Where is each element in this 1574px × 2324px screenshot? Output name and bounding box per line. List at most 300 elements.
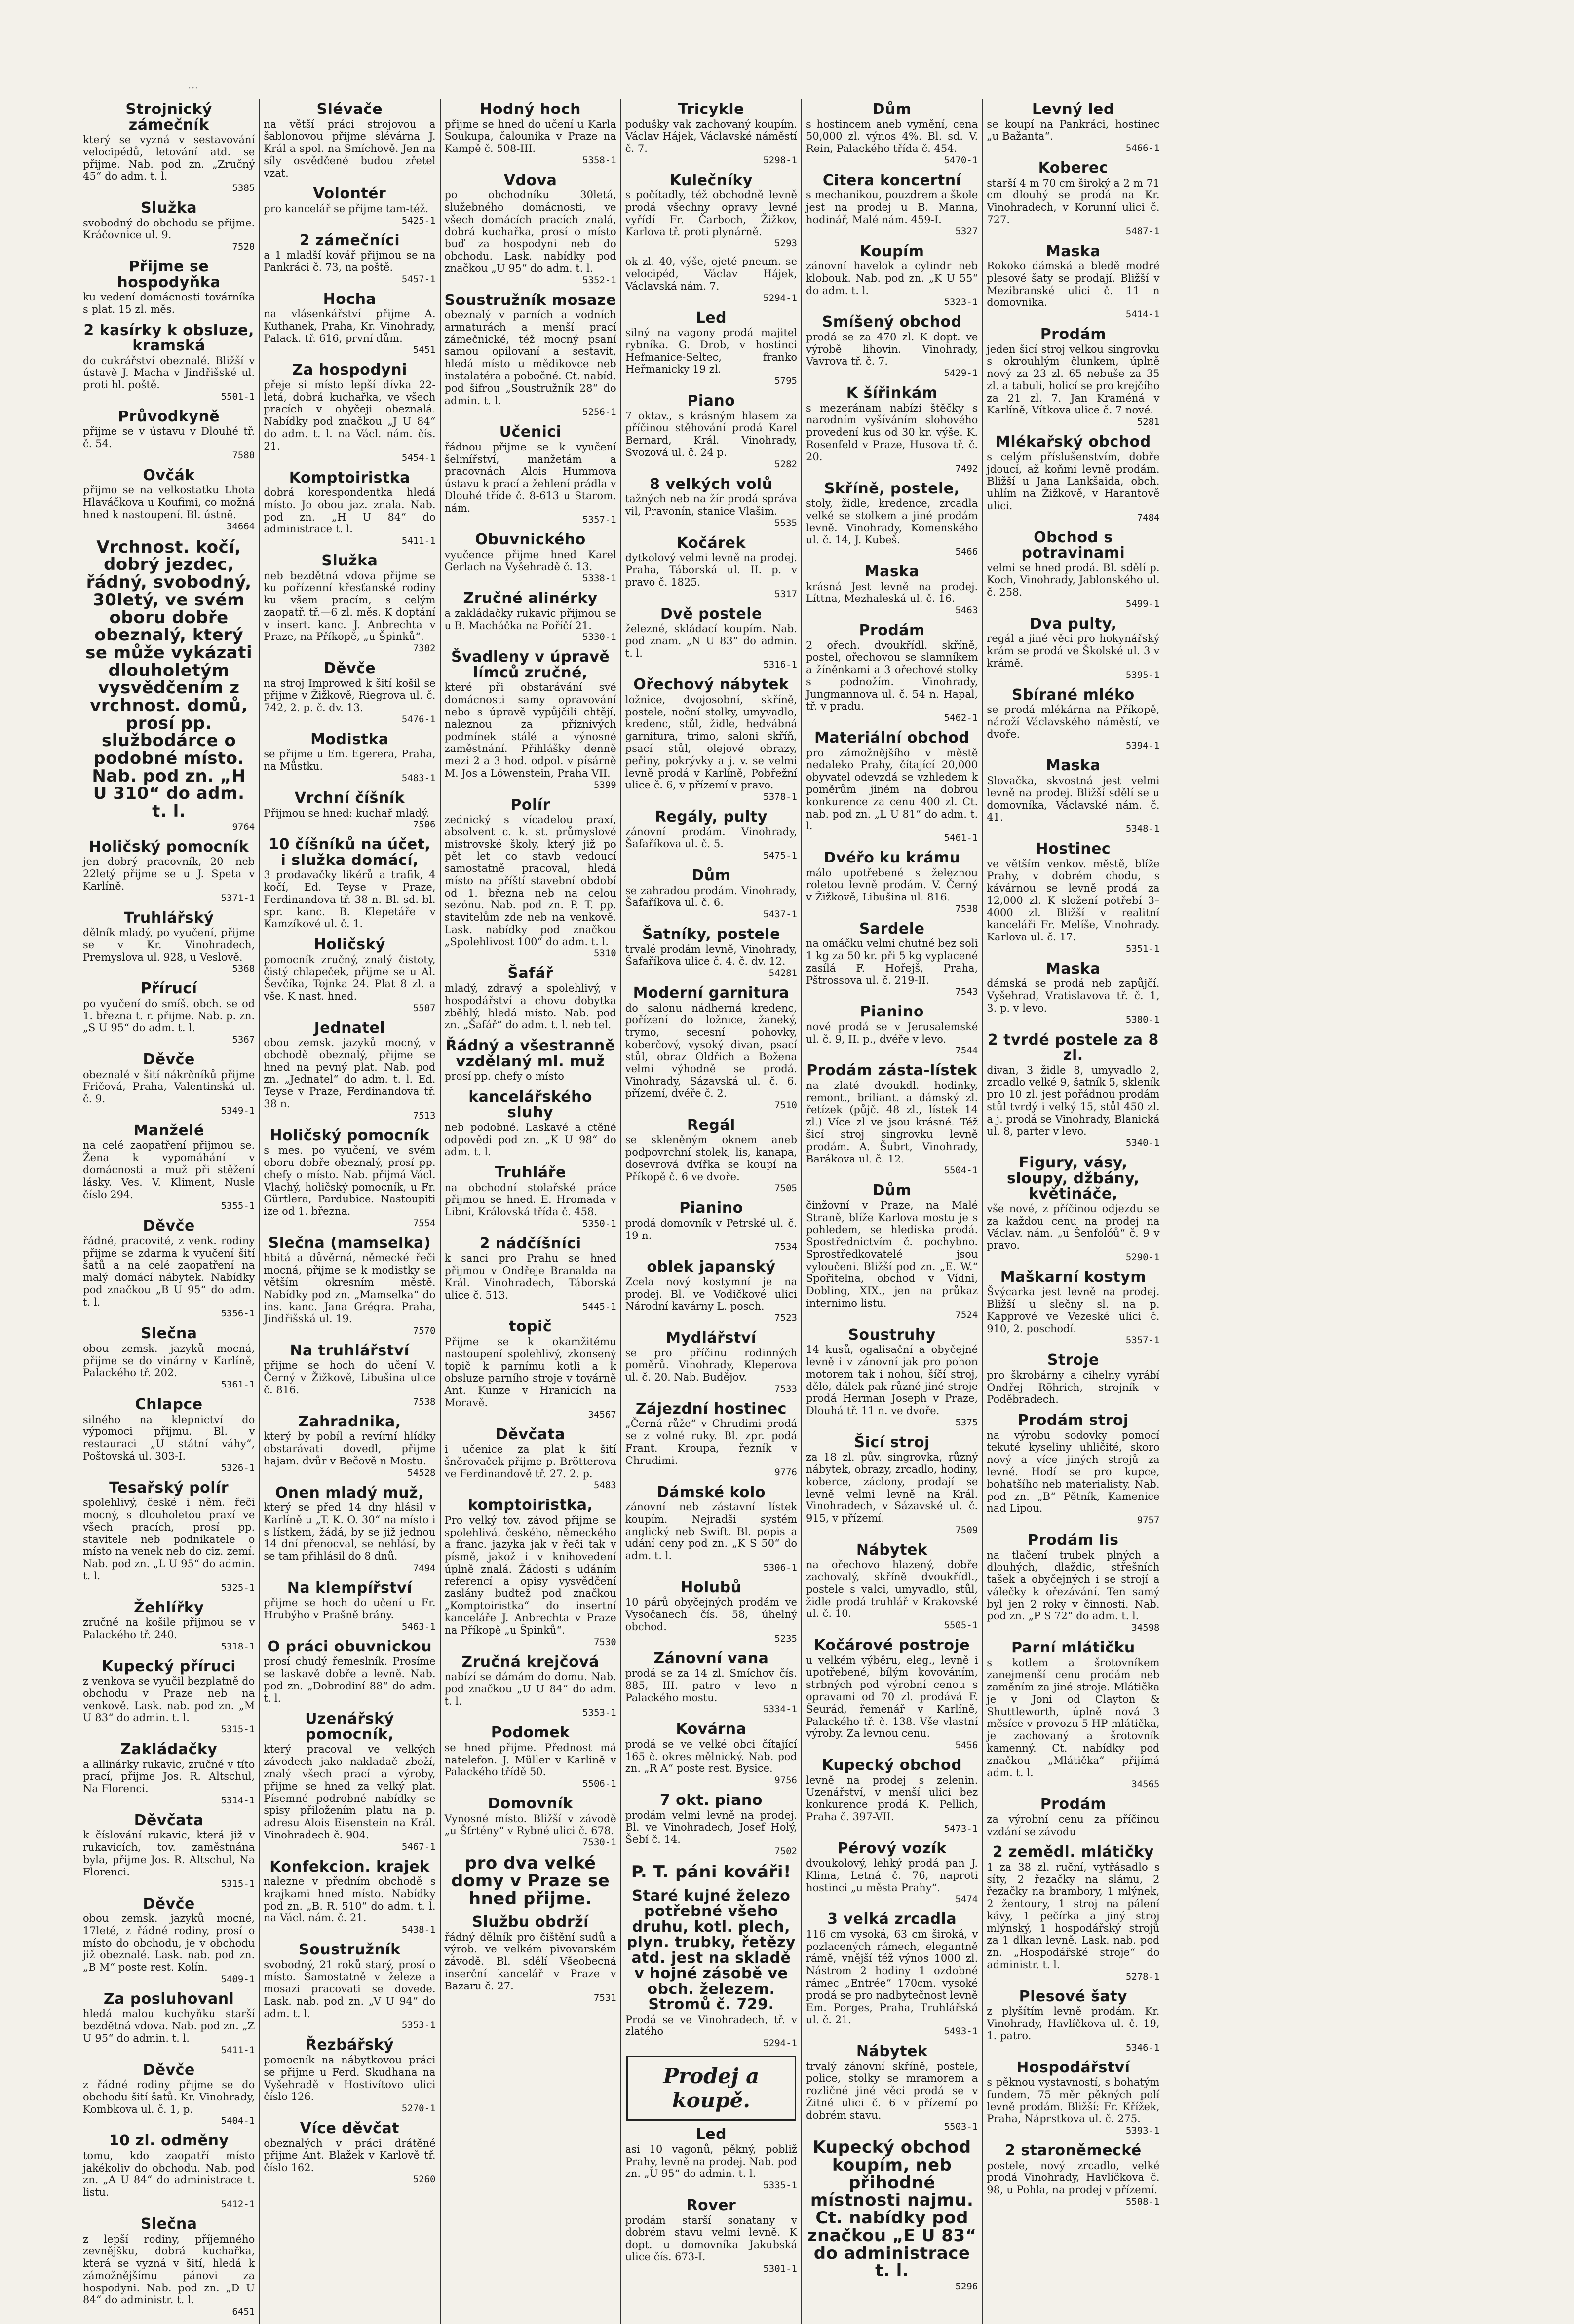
ad-code: 5315-1 <box>221 1878 255 1889</box>
ad-text: po vyučení do smíš. obch. se od 1. března t. r. přijme. Nab. p. zn. „S U 95“ do adm. t. l. <box>83 997 255 1034</box>
classified-columns <box>79 99 1525 2318</box>
classified-ad <box>83 1480 255 1593</box>
ad-code: 5429-1 <box>944 368 978 379</box>
classified-ad <box>625 1888 797 2049</box>
classified-ad <box>83 200 255 252</box>
ad-code: 9776 <box>774 1466 797 1478</box>
classified-ad <box>445 1236 616 1312</box>
ad-text: se koupí na Pankráci, hostinec „u Bažanta“. <box>987 118 1160 143</box>
ad-heading: Plesové šaty <box>1019 1987 1128 2005</box>
classified-ad <box>987 961 1159 1025</box>
ad-code: 5454-1 <box>401 452 436 463</box>
classified-ad <box>83 1659 255 1735</box>
classified-ad <box>264 1942 435 2030</box>
ad-code: 7502 <box>774 1846 797 1857</box>
ad-heading: 3 velká zrcadla <box>827 1911 957 1928</box>
classified-ad <box>806 2044 978 2132</box>
ad-heading: Chlapce <box>135 1396 203 1414</box>
ad-text: mladý, zdravý a spolehlivý, v hospodářství a chovu dobytka zběhlý, hledá místo. Nab. pod zn. „Šafář“ do adm. t. l. neb tel. <box>444 982 616 1031</box>
ad-code: 7513 <box>413 1110 436 1121</box>
ad-text: Švýcarka jest levně na prodej. Bližší u slečny sl. na p. Kapprové ve Vezeské ulici č. 910, 2. poschodí. <box>987 1286 1160 1335</box>
ad-heading: 7 okt. piano <box>659 1792 763 1809</box>
ad-heading: Na truhlářství <box>290 1342 410 1359</box>
ad-heading: Nábytek <box>856 1541 928 1559</box>
ad-text: jeden šicí stroj velkou singrovku s okrouhlým člunkem, úplně nový za 23 zl. 65 nebuše za 35 zl. a tabuli, holicí se pro krejčího za 21 zl. 7. Jan Kraméná v Karlíně, Vítkova ulice č. 7 nové. <box>987 343 1160 416</box>
ad-heading: Volontér <box>313 185 386 203</box>
ad-code: 34567 <box>588 1409 616 1420</box>
classified-ad <box>445 532 616 584</box>
ad-text: na omáčku velmi chutné bez soli 1 kg za 50 kr. při 5 kg vyplacené zasílá F. Hořejš, Praha, Pštrossova ul. č. 219-II. <box>806 937 978 986</box>
ad-text: Vynosné místo. Bližší v závodě „u Šťrtény“ v Rybné ulici č. 678. <box>444 1812 616 1837</box>
classified-ad <box>625 677 797 802</box>
classified-ad <box>625 1200 797 1252</box>
ad-text: svobodný, 21 roků starý, prosí o místo. Samostatně v železe a mosazi pracovati se dovede. Lask. nab. pod zn. „V U 94“ do adm. t. l. <box>264 1958 436 2020</box>
classified-ad <box>987 1533 1159 1633</box>
ad-text: dámská se prodá neb zapůjčí. Vyšehrad, Vratislavova tř. č. 1, 3. p. v levo. <box>987 977 1160 1014</box>
column-4 <box>621 99 802 2324</box>
ad-text: se zahradou prodám. Vinohrady, Šafaříkova ul. č. 6. <box>625 884 797 909</box>
ad-text: s hostincem aneb vymění, cena 50,000 zl. výnos 4%. Bl. sd. V. Rein, Palackého třída č. 454. <box>806 118 978 155</box>
ad-code: 5357-1 <box>582 514 616 525</box>
classified-ad <box>264 362 435 463</box>
classified-ad <box>264 1711 435 1852</box>
classified-ad <box>445 1914 616 2003</box>
ad-code: 5404-1 <box>221 2115 255 2127</box>
ad-text: za 18 zl. pův. singrovka, různý nábytek, obrazy, zrcadlo, hodiny, koberce, záclony, prodají se levně velmi levně na Král. Vinohradech, v Sázavské ul. č. 915, v přízemí. <box>806 1451 978 1525</box>
ad-text: divan, 3 židle 8, umyvadlo 2, zrcadlo velké 9, šatník 5, skleník pro 10 zl. jest pořádnou prodám stůl tvrdý i velký 15, stůl 450 zl. a j. prodá se Vinohrady, Blanická ul. 8, parter v levo. <box>987 1064 1160 1137</box>
ad-text: málo upotřebené s železnou roletou levně prodám. V. Černý v Žižkově, Libušina ul. 816. <box>806 866 978 903</box>
classified-ad <box>625 1259 797 1323</box>
ad-text: řádnou přijme se k vyučení šelmířství, manžetám a pracovnách Alois Hummova ústavu k prací a žehlení prádla v Dlouhé tříde č. 8-613 u Starom. nám. <box>444 441 616 514</box>
ad-heading: Regál <box>687 1116 735 1134</box>
classified-ad <box>987 102 1159 153</box>
ad-text: prodám velmi levně na prodej. Bl. ve Vinohradech, Josef Holý, Šebí č. 14. <box>625 1809 797 1846</box>
ad-heading: Slévače <box>316 101 383 118</box>
classified-ad <box>445 1319 616 1420</box>
classified-ad <box>625 1864 797 1881</box>
ad-heading: Skříně, postele, <box>824 480 960 497</box>
classified-ad <box>625 809 797 861</box>
ad-heading: Holubů <box>681 1578 742 1596</box>
classified-ad <box>445 1498 616 1647</box>
ad-code: 5348-1 <box>1125 824 1160 835</box>
ad-text: i učenice za plat k šití šněrovaček přijme p. Brötterova ve Ferdinandově tř. 27. 2. p. <box>444 1443 616 1480</box>
ad-text: prodá se za 14 zl. Smíchov čís. 885, III. patro v levo n Palackého mostu. <box>625 1667 797 1704</box>
ad-code: 7524 <box>955 1309 978 1320</box>
classified-ad <box>806 1638 978 1751</box>
ad-text: starší 4 m 70 cm široký a 2 m 71 cm dlouhý se prodá na Kr. Vinohradech, v Korunní ulici č. 727. <box>987 177 1160 225</box>
ad-text: silného na klepnictví do výpomoci přijmu. Bl. v restauraci „U státní váhy“, Poštovská ul. 303-I. <box>83 1413 255 1462</box>
ad-heading: Slečna (mamselka) <box>268 1234 431 1252</box>
ad-heading: Sbírané mléko <box>1012 686 1135 704</box>
classified-ad <box>987 1844 1159 1982</box>
ad-text: obou zemsk. jazyků mocný, v obchodě obeznalý, přijme se hned na pevný plat. Nab. pod zn. „Jednatel“ do adm. t. l. Ed. Teyse v Praze, Ferdinandova tř. 38 n. <box>264 1037 436 1110</box>
classified-ad <box>625 1793 797 1857</box>
ad-heading: oblek japanský <box>647 1258 776 1276</box>
classified-ad <box>445 1654 616 1719</box>
classified-ad <box>625 2127 797 2191</box>
ad-heading: Učenici <box>499 423 562 441</box>
ad-code: 5367 <box>232 1034 255 1046</box>
classified-ad <box>83 259 255 316</box>
ad-text: zánovní prodám. Vinohrady, Šafaříkova ul. č. 5. <box>625 825 797 850</box>
ad-heading: Led <box>695 309 727 327</box>
ad-code: 5352-1 <box>582 274 616 286</box>
classified-ad <box>625 1651 797 1715</box>
ad-heading: Dva pulty, <box>1030 615 1117 633</box>
ad-code: 5317 <box>774 588 797 600</box>
ad-heading: Za posluhovanl <box>103 1990 234 2008</box>
classified-ad <box>264 2037 435 2114</box>
classified-ad <box>264 233 435 285</box>
ad-code: 7543 <box>955 986 978 998</box>
classified-ad <box>806 850 978 914</box>
ad-text: tomu, kdo zaopatří místo jakékoliv do obchodu. Nab. pod zn. „A U 84“ do administrace t. listu. <box>83 2149 255 2199</box>
ad-text: ložnice, dvojosobní, skříně, postele, noční stolky, umyvadlo, kredenc, stůl, židle, hedvábná garnitura, trimo, saloni skříň, psací stůl, olejové obrazy, peřiny, pokrývky a j. v. se velmi levně prodá v Karlíně, Pobřežní ulice č. 6, v přízemí v pravo. <box>625 693 797 791</box>
ad-heading: Děvče <box>143 2061 195 2079</box>
ad-code: 5282 <box>774 458 797 470</box>
classified-ad <box>445 1038 616 1083</box>
ad-code: 5504-1 <box>944 1165 978 1176</box>
ad-text: na stroj Improwed k šití košil se přijme v Žižkově, Riegrova ul. č. 742, 2. p. č. dv. 13. <box>264 677 436 714</box>
ad-text: u velkém výběru, eleg., levně i upotřebené, bílým kovováním, strbných pod výrobní cenou s opravami od 70 zl. prodává F. Šeurád, řemenář v Karlíně, Palackého tř. č. 138. Vše vlastní výroby. Za levnou cenu. <box>806 1654 978 1740</box>
ad-heading: Vrchní číšník <box>294 789 405 807</box>
ad-heading: Ovčák <box>143 466 195 484</box>
ad-code: 5356-1 <box>221 1308 255 1319</box>
ad-heading: Regály, pulty <box>654 808 768 826</box>
ad-text: nabízí se dámám do domu. Nab. pod značkou „U U 84“ do adm. t. l. <box>444 1671 616 1707</box>
classified-ad <box>625 1580 797 1644</box>
ad-text: Slovačka, skvostná jest velmi levně na prodej. Bližší sdělí se u domovníka, Václavské nám. č. 41. <box>987 774 1160 824</box>
ad-heading: Uzenářský pomocník, <box>305 1710 394 1743</box>
classified-ad <box>806 481 978 558</box>
ad-heading: Onen mladý muž, <box>275 1484 424 1501</box>
classified-ad <box>445 1725 616 1789</box>
ad-text: 10 párů obyčejných prodám ve Vysočanech čís. 58, úhelný obchod. <box>625 1596 797 1633</box>
ad-code: 5483-1 <box>401 773 436 784</box>
ad-heading: Kupecký obchod <box>822 1757 962 1774</box>
ad-text: na výrobu sodovky pomocí tekuté kyseliny uhličité, skoro nový a více jiných strojů za levné. Hodí se pro kupce, bohatšího neb materialisty. Nab. pod zn. „B“ Pětník, Kamenice nad Lipou. <box>987 1429 1160 1515</box>
classified-ad <box>264 661 435 725</box>
ad-code: 5318-1 <box>221 1641 255 1652</box>
classified-ad <box>806 730 978 843</box>
ad-heading: Kovárna <box>676 1721 747 1738</box>
ad-heading: 10 číšníků na účet, i služka domácí, <box>269 836 431 869</box>
ad-heading: Průvodkyně <box>118 408 220 425</box>
ad-text: s pěknou vystavností, s bohatým fundem, 75 měr pěkných polí levně prodám. Bližší: Fr. Křížek, Praha, Náprstkova ul. č. 275. <box>987 2076 1160 2125</box>
ad-code: 5346-1 <box>1125 2042 1160 2053</box>
ad-heading: Dům <box>872 1182 912 1199</box>
ad-code: 34664 <box>227 521 255 532</box>
ad-code: 5795 <box>774 375 797 387</box>
ad-heading: K šířinkám <box>846 384 938 402</box>
ad-code: 5463 <box>955 605 978 616</box>
ad-heading: 2 tvrdé postele za 8 zl. <box>987 1031 1159 1064</box>
ad-heading: komptoiristka, <box>467 1497 593 1514</box>
ad-code: 5467-1 <box>401 1841 436 1852</box>
classified-ad <box>806 2139 978 2292</box>
classified-ad <box>806 314 978 378</box>
ad-code: 5437-1 <box>763 909 797 920</box>
classified-ad <box>806 1004 978 1056</box>
ad-heading: Děvče <box>143 1051 195 1069</box>
ad-code: 5505-1 <box>944 1620 978 1631</box>
ad-text: se pro příčinu rodinných poměrů. Vinohrady, Kleperova ul. č. 20. Nab. Budějov. <box>625 1347 797 1384</box>
ad-heading: Nábytek <box>856 2043 928 2061</box>
classified-ad <box>625 310 797 387</box>
classified-ad <box>264 1859 435 1936</box>
ad-code: 5499-1 <box>1125 598 1160 609</box>
ad-code: 5349-1 <box>221 1105 255 1116</box>
ad-heading: Figury, vásy, sloupy, džbány, květináče, <box>1006 1154 1140 1203</box>
ad-text: s celým příslušenstvím, dobře jdoucí, až koňmi levně prodám. Bližší u Jana Lankšaida, obch. uhlím na Žižkově, v Harantově ulici. <box>987 450 1160 512</box>
ad-code: 5310 <box>593 948 616 959</box>
ad-code: 5361-1 <box>221 1379 255 1390</box>
ad-text: na obchodní stolařské práce přijmou se hned. E. Hromada v Libni, Královská třída č. 458. <box>444 1181 616 1218</box>
classified-ad <box>83 1397 255 1473</box>
ad-heading: P. T. páni kováři! <box>631 1862 792 1882</box>
ad-text: nové prodá se v Jerusalemské ul. č. 9, II. p., dvéře v levo. <box>806 1020 978 1045</box>
ad-text: neb podobné. Laskavé a ctěné odpovědi pod zn. „K U 98“ do adm. t. l. <box>444 1121 616 1158</box>
ad-code: 5506-1 <box>582 1778 616 1790</box>
ad-code: 7505 <box>774 1183 797 1194</box>
classified-ad <box>264 1343 435 1407</box>
classified-ad <box>625 1485 797 1573</box>
classified-ad <box>83 1326 255 1390</box>
ad-text: obou zemsk. jazyků mocná, přijme se do vinárny v Karlíně, Palackého tř. 202. <box>83 1342 255 1379</box>
classified-ad <box>987 1413 1159 1526</box>
classified-ad <box>264 292 435 356</box>
ad-text: prodá se ve velké obci čítající 165 č. okres mělnický. Nab. pod zn. „R A“ poste rest. Bysice. <box>625 1738 797 1775</box>
ad-text: s kotlem a šrotovníkem zanejmenší cenu prodám neb zaměním za jiné stroje. Mlátička je v Joni od Clayton & Shuttleworth, úplně nová 3 měsíce v provozu 5 HP mlátička, je zachovaný a šrotovník kamenný. Ct. nabídky pod značkou „Mlátička“ přijímá adm. t. l. <box>987 1656 1160 1779</box>
ad-heading: Šicí stroj <box>854 1433 930 1451</box>
ad-text: hledá malou kuchyňku starší bezdětná vdova. Nab. pod zn. „Z U 95“ do admin. t. l. <box>83 2008 255 2044</box>
classified-ad <box>625 535 797 600</box>
ad-code: 7580 <box>232 450 255 461</box>
ad-heading: Kulečníky <box>669 171 753 189</box>
ad-text: pomocník na nábytkovou práci se přijme u Ferd. Skudhana na Vyšehradě v Hostivítovo ulici číslo 126. <box>264 2054 436 2103</box>
ad-text: prosí pp. chefy o místo <box>444 1070 564 1083</box>
ad-text: přijme se hoch do učení V. Černý v Žižkově, Libušina ulice č. 816. <box>264 1359 436 1396</box>
classified-ad <box>83 1600 255 1652</box>
ad-code: 5316-1 <box>763 659 797 671</box>
ad-text: obeznalé v šití nákrčníků přijme Fričová, Praha, Valentinská ul. č. 9. <box>83 1068 255 1105</box>
ad-heading: Citera koncertní <box>822 171 961 189</box>
classified-ad <box>625 927 797 978</box>
classified-ad <box>445 591 616 642</box>
ad-text: železné, skládací koupím. Nab. pod znam. „N U 83“ do admin. t. l. <box>625 623 797 659</box>
ad-text: obou zemsk. jazyků mocné, 17leté, z řádné rodiny, prosí o místo do obchodu, je v obchodu již obeznalé. Lask. nab. pod zn. „B M“ poste rest. Kolín. <box>83 1912 255 1974</box>
ad-heading: Za hospodyni <box>292 361 407 379</box>
ad-heading: Maska <box>1046 757 1101 775</box>
ad-text: hbitá a důvěrná, německé řeči mocná, přijme se k modistky se větším okresním městě. Nabídky pod zn. „Mamselka“ do ins. kanc. Jana Grégra. Praha, Jindřišská ul. 19. <box>264 1252 436 1325</box>
ad-text: neb bezdětná vdova přijme se ku pořízenní křesťanské rodiny ku všem pracím, s celým zaopatř. tř.—6 zl. měs. K doptání v insert. kanc. J. Anbrechta v Praze, na Příkopě, „u Špinků“. <box>264 569 436 643</box>
classified-ad <box>264 937 435 1013</box>
ad-code: 5456 <box>955 1740 978 1751</box>
classified-ad <box>264 186 435 225</box>
ad-heading: Více děvčat <box>300 2120 400 2137</box>
ad-text: dobrá korespondentka hledá místo. Jo obou jaz. znala. Nab. pod zn. „H U 84“ do administrace t. l. <box>264 487 436 535</box>
ad-heading: Kočárové postroje <box>814 1637 970 1654</box>
ad-text: které při obstarávání své domácnosti samy opravování nebo s úpravě vypůjčili chtějí, naleznou za příznivých podmínek stálé a výnosné zaměstnání. Přihlášky denně mezi 2 a 3 hod. odpol. v písárně M. Jos a Löwenstein, Praha VII. <box>444 681 616 779</box>
ad-heading: topič <box>509 1318 552 1336</box>
ad-code: 7520 <box>232 241 255 253</box>
classified-ad <box>625 985 797 1111</box>
classified-ad <box>987 160 1159 237</box>
ad-heading: Šatníky, postele <box>642 926 780 943</box>
ad-text: který pracoval ve velkých závodech jako nakladač zboží, znalý všech prací a výroby, přijme se hned za velký plat. Písemné podrobné nabídky se spisy přiložením platu na p. adresu Alois Eisenstein na Král. Vinohradech č. 904. <box>264 1743 436 1841</box>
ad-code: 5256-1 <box>582 407 616 418</box>
classified-ad <box>987 758 1159 834</box>
ad-heading: Tricykle <box>678 101 744 118</box>
classified-ad <box>806 1841 978 1905</box>
ad-code: 5350-1 <box>582 1218 616 1229</box>
ad-heading: Ořechový nábytek <box>633 676 789 694</box>
ad-code: 5412-1 <box>221 2199 255 2210</box>
classified-ad <box>445 966 616 1031</box>
ad-heading: Kočárek <box>676 534 746 552</box>
ad-text: s mes. po vyučení, ve svém oboru dobře obeznalý, prosí pp. chefy o místo. Nab. přijmá Václ. Vlachý, holičský pomocník, u Fr. Gürtlera, Pardubice. Nastoupiti ize od 1. března. <box>264 1144 436 1218</box>
ad-text: ve větším venkov. městě, blíže Prahy, v dobrém chodu, s kávárnou se levně prodá za 12,000 zl. K složení potřebí 3–4000 zl. Bližší v realitní kanceláři Fr. Melíše, Vinohrady. Karlova ul. č. 17. <box>987 858 1160 943</box>
classified-ad <box>987 327 1159 427</box>
ad-code: 5281 <box>1137 416 1160 428</box>
ad-text: pomocník zručný, znalý čistoty, čistý chlapeček, přijme se u Al. Ševčíka, Tojnka 24. Plat 8 zl. a vše. K nast. hned. <box>264 953 436 1002</box>
classified-ad <box>83 323 255 402</box>
classified-ad <box>83 1896 255 1985</box>
ad-text: který se před 14 dny hlásil v Karlíně u „T. K. O. 30“ na místo i s lístkem, žádá, by se již jednou 14 dní přenocval, se nehlásí, by se tam přihlásil do 8 dnů. <box>264 1501 436 1563</box>
ad-heading: Mlékařský obchod <box>996 433 1151 451</box>
classified-ad <box>806 102 978 166</box>
classified-ad <box>264 102 435 179</box>
ad-code: 54528 <box>407 1467 436 1478</box>
ad-text: řádné, pracovité, z venk. rodiny přijme se zdarma k vyučení šití šatů a na celé zaopatření na malý domácí nábytek. Nabídky pod značkou „B U 95“ do adm. t. l. <box>83 1235 255 1308</box>
ad-text: a 1 mladší kovář přijmou se na Pankráci č. 73, na poště. <box>264 249 436 273</box>
ad-code: 9764 <box>232 821 255 832</box>
ad-heading: Koupím <box>859 242 924 260</box>
ad-text: 2 ořech. dvoukřídl. skříně, postel, ořechovou se slamníkem a žíněnkami a 3 ořechové stolky s podnožím. Vinohrady, Jungmannova ul. č. 54 n. Hapal, tř. v pradu. <box>806 639 978 712</box>
classified-ad <box>83 2133 255 2210</box>
ad-heading: Kupecký obchod koupím, neb přihodné místnosti najmu. Ct. nabídky pod značkou „E U 83“ do administrace t. l. <box>807 2137 977 2281</box>
classified-ad <box>806 1542 978 1631</box>
classified-ad <box>264 470 435 547</box>
classified-ad <box>625 1118 797 1194</box>
ad-heading: Pianino <box>679 1199 743 1217</box>
classified-ad <box>83 1218 255 1319</box>
ad-code: 5327 <box>955 225 978 237</box>
classified-ad <box>264 1580 435 1632</box>
column-1 <box>79 99 260 2324</box>
ad-text: dvoukolový, lehký prodá pan J. Klima, Letná č. 76, naproti hostinci „u města Prahy“. <box>806 1857 978 1894</box>
ad-heading: Službu obdrží <box>472 1913 589 1931</box>
ad-code: 7531 <box>593 1992 616 2003</box>
ad-code: 5323-1 <box>944 297 978 308</box>
ad-heading: Děvče <box>143 1895 195 1912</box>
ad-text: činžovní v Praze, na Malé Straně, blíže Karlova mostu je s pohledem, se hlediska prodá. Spostřednictvím č. pochybno. Sprostředkovatelé jsou vyloučeni. Bližší pod zn. „E. W.“ Spořitelna, obchod v Vídni, Dobling, XIX., jen na průkaz internimo listu. <box>806 1199 978 1309</box>
ad-code: 7484 <box>1137 512 1160 523</box>
ad-code: 7509 <box>955 1524 978 1536</box>
ad-heading: Mydlářství <box>666 1329 757 1347</box>
ad-code: 5301-1 <box>763 2263 797 2274</box>
ad-code: 5501-1 <box>221 391 255 402</box>
ad-code: 5378-1 <box>763 791 797 803</box>
ad-text: velmi se hned prodá. Bl. sdělí p. Koch, Vinohrady, Jablonského ul. č. 258. <box>987 562 1160 599</box>
classified-ad <box>264 1414 435 1478</box>
ad-heading: Zručné alinérky <box>463 590 598 607</box>
ad-code: 5340-1 <box>1125 1137 1160 1149</box>
ad-text: 1 za 38 zl. ruční, vytřásadlo s síty, 2 řezačky na slámu, 2 řezačky na brambory, 1 mlýnek, 2 žentoury, 1 stroj na pálení kávy, 1 pečírka a jiný stroj mlýnský, 1 hospodářský strojů za 1 dlkan levně. Lask. nab. pod zn. „Hospodářské stroje“ do administr. t. l. <box>987 1861 1160 1971</box>
classified-ad <box>987 434 1159 523</box>
ad-code: 54281 <box>768 968 797 979</box>
ad-heading: Led <box>695 2126 727 2143</box>
classified-ad <box>987 1155 1159 1263</box>
ad-text: pro škrobárny a cihelny vyrábí Ondřej Röhrich, strojník v Poděbradech. <box>987 1369 1160 1406</box>
ad-text: se skleněným oknem aneb podpovrchní stolek, lis, kanapa, dosevrová dvířka se koupí na Příkopě č. 6 ve dvoře. <box>625 1134 797 1183</box>
ad-code: 5375 <box>955 1417 978 1428</box>
ad-heading: Kupecký příruci <box>102 1657 236 1675</box>
ad-code: 5535 <box>774 517 797 528</box>
ad-heading: Moderní garnitura <box>633 984 790 1002</box>
ad-code: 7530 <box>593 1636 616 1648</box>
ad-text: 3 prodavačky likérů a trafik, 4 kočí, Ed. Teyse v Praze, Ferdinandova tř. 38 n. Bl. sd. bl. spr. kanc. B. Klepetáře v Kamzíkové ul. č. 1. <box>264 869 436 930</box>
ad-text: z venkova se vyučil bezplatně do obchodu v Praze neb na venkově. Lask. nab. pod zn. „M U 83“ do admin. t. l. <box>83 1675 255 1724</box>
ad-text: který by pobíl a revírní hlídky obstarávati dovedl, přijme hajam. dvůr v Bečově n Mostu. <box>264 1430 436 1467</box>
ad-code: 5445-1 <box>582 1301 616 1312</box>
ad-heading: Dům <box>872 101 912 118</box>
ad-code: 5393-1 <box>1125 2125 1160 2137</box>
ad-text: na vlásenkářství přijme A. Kuthanek, Praha, Kr. Vinohrady, Palack. tř. 616, první dům. <box>264 308 436 344</box>
column-3 <box>441 99 621 2324</box>
ad-text: vše nové, z příčinou odjezdu se za každou cenu na prodej na Václav. nám. „u Šenfolóů“ č. 9 v pravo. <box>987 1202 1160 1252</box>
ad-text: asi 10 vagonů, pěkný, pobliž Prahy, levně na prodej. Nab. pod zn. „U 95“ do admin. t. l. <box>625 2143 797 2180</box>
ad-text: postele, nový zrcadlo, velké prodá Vinohrady, Havlíčkova č. 98, u Pohla, na prodej v přízemí. <box>987 2159 1160 2196</box>
ad-heading: Zájezdní hostinec <box>635 1400 787 1418</box>
ad-heading: Modistka <box>310 730 389 748</box>
ad-code: 5358-1 <box>582 154 616 166</box>
ad-text: do cukrářství obeznalé. Bližší v ústavě J. Macha v Jindřišské ul. proti hl. poště. <box>83 354 255 391</box>
ad-code: 7538 <box>413 1396 436 1407</box>
ad-heading: Holičský pomocník <box>89 838 249 856</box>
ad-code: 5475-1 <box>763 850 797 862</box>
ad-text: trvalé prodám levně, Vinohrady, Šafaříkova ulice č. 4. č. dv. 12. <box>625 943 797 968</box>
ad-code: 5330-1 <box>582 632 616 643</box>
ad-text: přijme se hoch do učení u Fr. Hrubýho v Prašně brány. <box>264 1597 436 1621</box>
ad-code: 5483 <box>593 1480 616 1491</box>
ad-text: řádný dělník pro čištění sudů a výrob. ve velkém pivovarském závodě. Bl. sdělí Všeobecná inserční kancelář v Praze v Bazaru č. 27. <box>444 1931 616 1992</box>
ad-heading: 2 zemědl. mlátičky <box>992 1843 1154 1861</box>
ad-code: 5278-1 <box>1125 1971 1160 1982</box>
ad-heading: Švadleny v úpravě límců zručné, <box>451 648 610 681</box>
ad-text: levně na prodej s zelenin. Uzenářství, v menší ulici bez konkurence prodá K. Pellich, Praha č. 397-VII. <box>806 1774 978 1823</box>
classified-ad <box>987 1640 1159 1790</box>
ad-code: 5493-1 <box>944 2026 978 2037</box>
ad-text: 116 cm vysoká, 63 cm široká, v pozlacených rámech, elegantně rámě, vnější též výnos 1000 zl. Nástrom 2 hodiny 1 ozdobné rámec „Entrée“ 170cm. vysoké prodá se pro nadbytečnost levně Em. Porges, Praha, Truhlářská ul. č. 21. <box>806 1928 978 2026</box>
ad-heading: Přírucí <box>140 980 197 998</box>
ad-heading: Dámské kolo <box>656 1483 766 1501</box>
ad-code: 5294-1 <box>763 292 797 303</box>
ad-heading: Rover <box>686 2197 736 2214</box>
ad-code: 5411-1 <box>221 2044 255 2056</box>
ad-text: Rokoko dámská a bledě modré plesové šaty se prodají. Bližší v Mezibranské ulici č. 11 n domovnika. <box>987 260 1160 309</box>
ad-heading: 2 zámečníci <box>299 231 400 249</box>
ad-heading: Truhláře <box>495 1164 566 1182</box>
ad-text: silný na vagony prodá majitel rybníka. G. Drob, v hostinci Hefmanice-Seltec, franko Heřmanicky 19 zl. <box>625 327 797 375</box>
ad-heading: Maska <box>1046 242 1101 260</box>
ad-code: 5325-1 <box>221 1582 255 1593</box>
ad-code: 5487-1 <box>1125 225 1160 237</box>
ad-code: 7510 <box>774 1099 797 1111</box>
ad-text: zručné na košile přijmou se v Palackého tř. 240. <box>83 1616 255 1641</box>
ad-heading: Dvéřo ku krámu <box>823 849 960 867</box>
